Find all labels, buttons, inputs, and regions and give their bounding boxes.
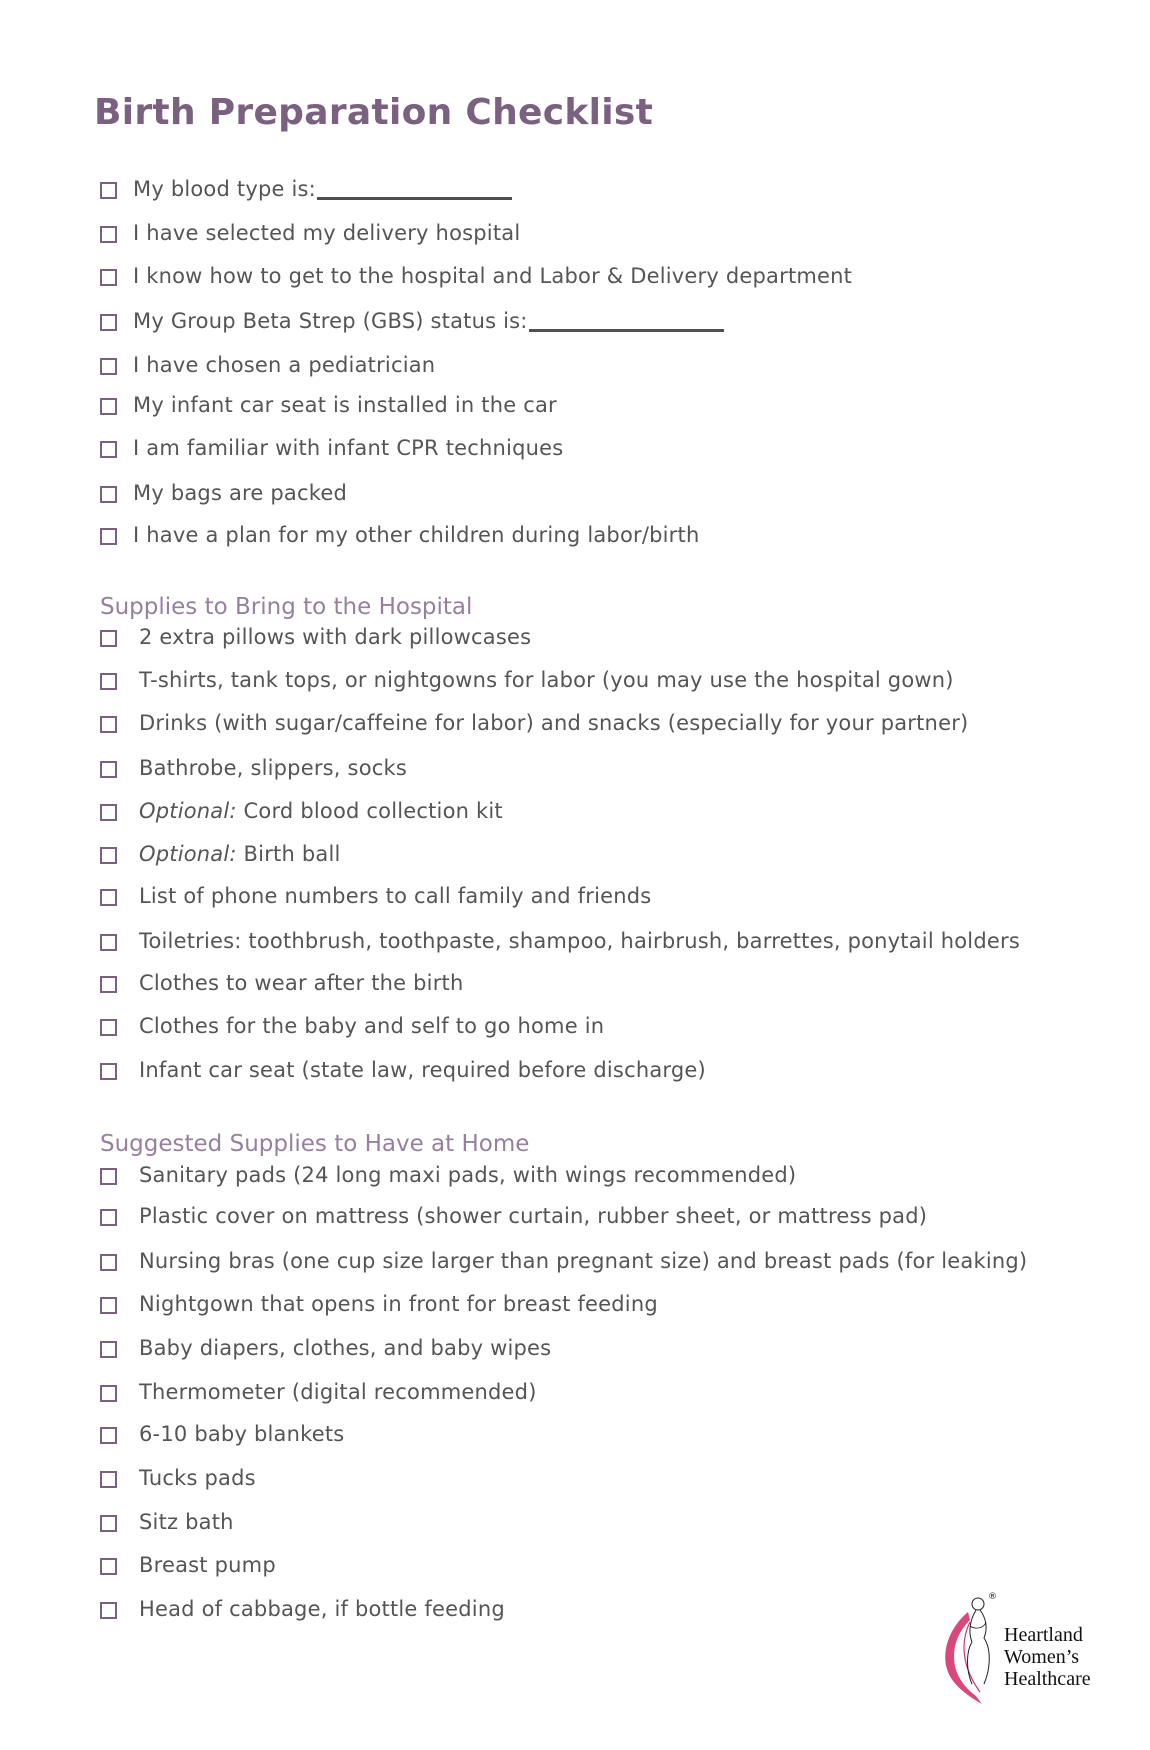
section-heading-hospital-supplies: Supplies to Bring to the Hospital	[100, 594, 473, 620]
checklist-item[interactable]	[100, 668, 954, 692]
checkbox[interactable]	[100, 1063, 117, 1080]
checklist-item[interactable]	[100, 1510, 234, 1534]
checkbox[interactable]	[100, 1558, 117, 1575]
fill-in-blank-gbs-status[interactable]	[529, 311, 724, 332]
checkbox[interactable]	[100, 1427, 117, 1444]
section-heading-home-supplies: Suggested Supplies to Have at Home	[100, 1131, 530, 1157]
checklist-item[interactable]	[100, 1249, 1027, 1273]
item-label: I have chosen a pediatrician	[133, 353, 436, 377]
checkbox[interactable]	[100, 1341, 117, 1358]
checkbox[interactable]	[100, 1471, 117, 1488]
checkbox[interactable]	[100, 1602, 117, 1619]
item-label: I have a plan for my other children during labor/birth	[133, 523, 700, 547]
checklist-item[interactable]	[100, 1292, 658, 1316]
checkbox[interactable]	[100, 358, 117, 375]
logo-line-2: Women’s	[1004, 1646, 1080, 1668]
checklist-item[interactable]	[100, 1597, 505, 1621]
checklist-item[interactable]	[100, 1058, 706, 1082]
item-label: Head of cabbage, if bottle feeding	[139, 1597, 505, 1621]
pregnant-woman-heart-icon	[940, 1592, 1010, 1707]
checklist-item[interactable]	[100, 1014, 604, 1038]
checkbox[interactable]	[100, 716, 117, 733]
item-label: Sanitary pads (24 long maxi pads, with wings recommended)	[139, 1163, 797, 1187]
item-label: My blood type is:	[133, 177, 316, 201]
checkbox[interactable]	[100, 761, 117, 778]
checklist-item[interactable]	[100, 756, 407, 780]
checkbox[interactable]	[100, 976, 117, 993]
checkbox[interactable]	[100, 804, 117, 821]
checkbox[interactable]	[100, 847, 117, 864]
checklist-item[interactable]	[100, 264, 852, 288]
checklist-item-blood-type[interactable]	[100, 177, 512, 201]
checkbox[interactable]	[100, 673, 117, 690]
item-label: Plastic cover on mattress (shower curtain, rubber sheet, or mattress pad)	[139, 1204, 928, 1228]
checkbox[interactable]	[100, 1168, 117, 1185]
item-label: 6-10 baby blankets	[139, 1422, 345, 1446]
item-label: I know how to get to the hospital and Labor & Delivery department	[133, 264, 853, 288]
fill-in-blank-blood-type[interactable]	[317, 179, 512, 200]
optional-prefix: Optional:	[139, 799, 237, 823]
item-label: Nightgown that opens in front for breast feeding	[139, 1292, 658, 1316]
item-label: I have selected my delivery hospital	[133, 221, 521, 245]
item-label: Sitz bath	[139, 1510, 234, 1534]
checkbox[interactable]	[100, 1385, 117, 1402]
item-label: My infant car seat is installed in the car	[133, 393, 557, 417]
item-label: Infant car seat (state law, required before discharge)	[139, 1058, 706, 1082]
item-label: Cord blood collection kit	[236, 799, 503, 823]
checkbox[interactable]	[100, 528, 117, 545]
item-label: List of phone numbers to call family and friends	[139, 884, 652, 908]
item-label: Tucks pads	[139, 1466, 256, 1490]
checklist-item[interactable]	[100, 842, 341, 866]
checklist-item[interactable]	[100, 1553, 276, 1577]
checkbox[interactable]	[100, 1254, 117, 1271]
registered-mark: ®	[988, 1592, 997, 1602]
item-label: 2 extra pillows with dark pillowcases	[139, 625, 532, 649]
item-label: My bags are packed	[133, 481, 348, 505]
checkbox[interactable]	[100, 1019, 117, 1036]
logo-line-3: Healthcare	[1004, 1668, 1091, 1690]
item-label: T-shirts, tank tops, or nightgowns for labor (you may use the hospital gown)	[139, 668, 954, 692]
page-title: Birth Preparation Checklist	[94, 92, 654, 133]
checkbox[interactable]	[100, 1515, 117, 1532]
item-label: I am familiar with infant CPR techniques	[133, 436, 564, 460]
checkbox[interactable]	[100, 182, 117, 199]
item-label: Baby diapers, clothes, and baby wipes	[139, 1336, 552, 1360]
checkbox[interactable]	[100, 441, 117, 458]
item-label: Birth ball	[236, 842, 341, 866]
item-label: Bathrobe, slippers, socks	[139, 756, 407, 780]
checkbox[interactable]	[100, 889, 117, 906]
checkbox[interactable]	[100, 269, 117, 286]
checklist-item-gbs-status[interactable]	[100, 309, 724, 333]
item-label: My Group Beta Strep (GBS) status is:	[133, 309, 528, 333]
checklist-item[interactable]	[100, 625, 531, 649]
checklist-item[interactable]	[100, 436, 563, 460]
checklist-item[interactable]	[100, 1163, 796, 1187]
checkbox[interactable]	[100, 934, 117, 951]
checklist-item[interactable]	[100, 884, 651, 908]
checklist-item[interactable]	[100, 711, 968, 735]
checklist-item[interactable]	[100, 1204, 927, 1228]
item-label: Toiletries: toothbrush, toothpaste, shampoo, hairbrush, barrettes, ponytail holders	[139, 929, 1020, 953]
item-label: Thermometer (digital recommended)	[139, 1380, 537, 1404]
checkbox[interactable]	[100, 486, 117, 503]
checklist-item[interactable]	[100, 523, 699, 547]
checklist-item[interactable]	[100, 1422, 344, 1446]
item-label: Drinks (with sugar/caffeine for labor) and snacks (especially for your partner)	[139, 711, 969, 735]
checklist-item[interactable]	[100, 353, 435, 377]
item-label: Nursing bras (one cup size larger than pregnant size) and breast pads (for leaking)	[139, 1249, 1028, 1273]
checkbox[interactable]	[100, 1209, 117, 1226]
item-label: Clothes for the baby and self to go home in	[139, 1014, 605, 1038]
checklist-item[interactable]	[100, 1466, 256, 1490]
checkbox[interactable]	[100, 314, 117, 331]
optional-prefix: Optional:	[139, 842, 237, 866]
checklist-item[interactable]	[100, 393, 557, 417]
item-label: Clothes to wear after the birth	[139, 971, 464, 995]
checkbox[interactable]	[100, 226, 117, 243]
checklist-item[interactable]	[100, 799, 503, 823]
checkbox[interactable]	[100, 398, 117, 415]
checkbox[interactable]	[100, 630, 117, 647]
logo-line-1: Heartland	[1004, 1624, 1083, 1646]
heartland-womens-healthcare-logo	[940, 1592, 1110, 1707]
checkbox[interactable]	[100, 1297, 117, 1314]
checklist-item[interactable]	[100, 1380, 537, 1404]
checklist-item[interactable]	[100, 221, 520, 245]
checklist-item[interactable]	[100, 971, 464, 995]
checklist-item[interactable]	[100, 929, 1020, 953]
checklist-item[interactable]	[100, 481, 347, 505]
item-label: Breast pump	[139, 1553, 276, 1577]
checklist-item[interactable]	[100, 1336, 551, 1360]
